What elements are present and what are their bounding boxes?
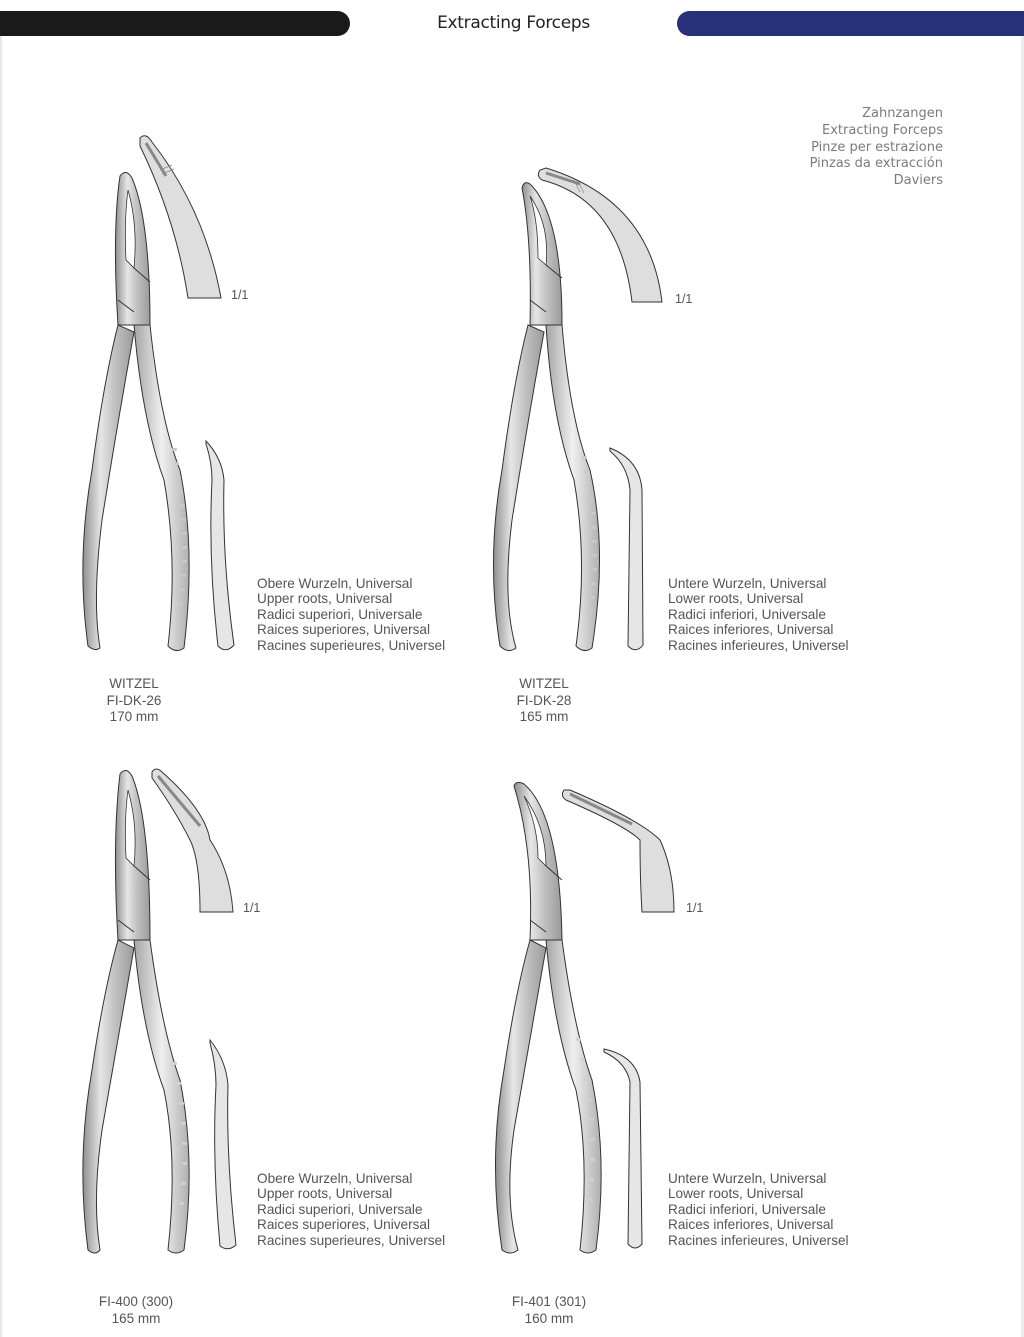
- scale-label: 1/1: [231, 288, 249, 302]
- product-description: Obere Wurzeln, Universal Upper roots, Universal Radici superiori, Universale Raices superiores, Universal Racines superieures, Universel: [257, 576, 446, 653]
- scale-label: 1/1: [675, 292, 693, 306]
- translation-de: Zahnzangen: [862, 106, 943, 121]
- scale-label: 1/1: [243, 901, 261, 915]
- product-description: Obere Wurzeln, Universal Upper roots, Universal Radici superiori, Universale Raices superiores, Universal Racines superieures, Universel: [257, 1171, 446, 1248]
- scale-label: 1/1: [686, 901, 704, 915]
- brand-name: WITZEL: [519, 676, 569, 691]
- product-length: 165 mm: [519, 709, 569, 724]
- product-code: FI-401 (301): [511, 1294, 587, 1309]
- product-length: 170 mm: [109, 709, 159, 724]
- product-code: FI-DK-26: [106, 692, 162, 708]
- brand-name: WITZEL: [109, 676, 159, 691]
- translation-es: Pinzas da extracción: [809, 156, 943, 172]
- product-description: Untere Wurzeln, Universal Lower roots, Universal Radici inferiori, Universale Raices inferiores, Universal Racines inferieures, Universel: [668, 1171, 849, 1248]
- product-code: FI-DK-28: [516, 692, 572, 708]
- product-code: FI-400 (300): [98, 1294, 174, 1309]
- product-description: Untere Wurzeln, Universal Lower roots, Universal Radici inferiori, Universale Raices inferiores, Universal Racines inferieures, Universel: [668, 576, 849, 653]
- page-title: Extracting Forceps: [437, 13, 590, 33]
- product-label: [489, 1294, 609, 1327]
- translation-fr: Daviers: [893, 173, 943, 189]
- product-length: 160 mm: [524, 1310, 574, 1326]
- translation-en: Extracting Forceps: [822, 122, 943, 138]
- product-length: 165 mm: [111, 1310, 161, 1326]
- translation-it: Pinze per estrazione: [811, 139, 943, 155]
